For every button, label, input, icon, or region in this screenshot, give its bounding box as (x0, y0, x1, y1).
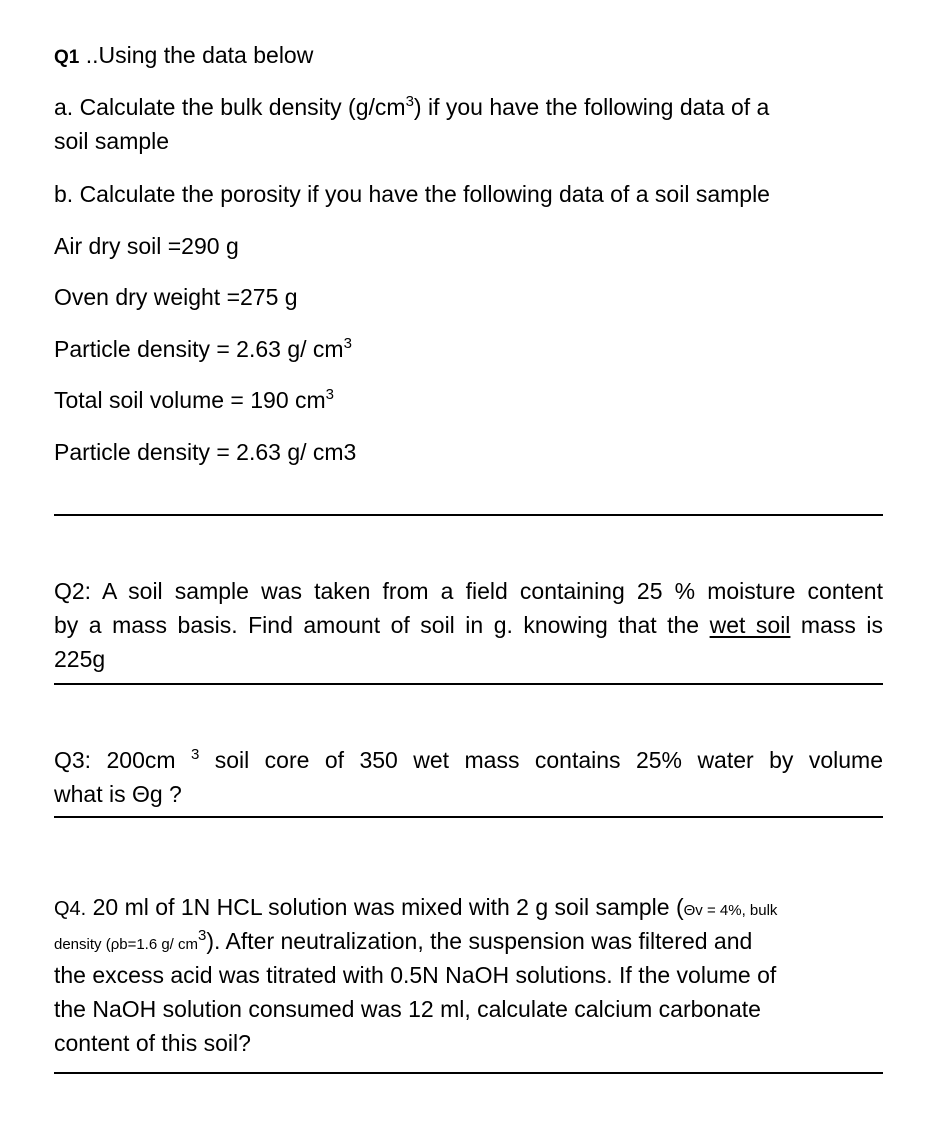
q2-line1: Q2: A soil sample was taken from a field containing 25 % moisture content (54, 578, 883, 604)
q1-label: Q1 (54, 47, 80, 68)
divider-q2 (54, 683, 883, 685)
q3-line2: what is Θg ? (54, 781, 182, 807)
q4-line2: density (ρb=1.6 g/ $cm^3$). After neutralization, the suspension was filtered and (54, 927, 753, 954)
divider-q1 (54, 514, 883, 516)
q2-line3: 225g (54, 646, 106, 672)
q4-line5: content of this soil? (54, 1030, 251, 1056)
q4-line3: the excess acid was titrated with 0.5N NaOH solutions. If the volume of (54, 962, 777, 988)
q1-particle-density-repeat: Particle density = 2.63 g/ cm3 (54, 439, 357, 465)
q3-line1: Q3: 200cm $^3$ soil core of 350 wet mass contains 25% water by volume (54, 746, 883, 773)
q1-part-a: a. Calculate the bulk density $(g/cm^3)$ if you have the following data of a (54, 93, 770, 120)
q1-intro: Q1 ..Using the data below (54, 42, 314, 68)
divider-q4 (54, 1072, 883, 1074)
q1-total-soil-volume: Total soil volume = 190 $cm^3$ (54, 386, 334, 413)
q1-particle-density: Particle density = 2.63 g/ $cm^3$ (54, 335, 352, 362)
q4-line1: Q4. 20 ml of 1N HCL solution was mixed with 2 g soil sample (Θv = 4%, bulk (54, 894, 778, 920)
divider-q3 (54, 816, 883, 818)
q2-line2: by a mass basis. Find amount of soil in g. knowing that the wet soil mass is (54, 612, 883, 638)
q1-part-b: b. Calculate the porosity if you have the following data of a soil sample (54, 181, 770, 207)
q1-oven-dry-weight: Oven dry weight =275 g (54, 284, 298, 310)
q1-air-dry-soil: Air dry soil =290 g (54, 233, 239, 259)
q2-wet-soil: wet soil (709, 612, 791, 638)
q4-line4: the NaOH solution consumed was 12 ml, calculate calcium carbonate (54, 996, 761, 1022)
q1-part-a-line2: soil sample (54, 128, 170, 154)
